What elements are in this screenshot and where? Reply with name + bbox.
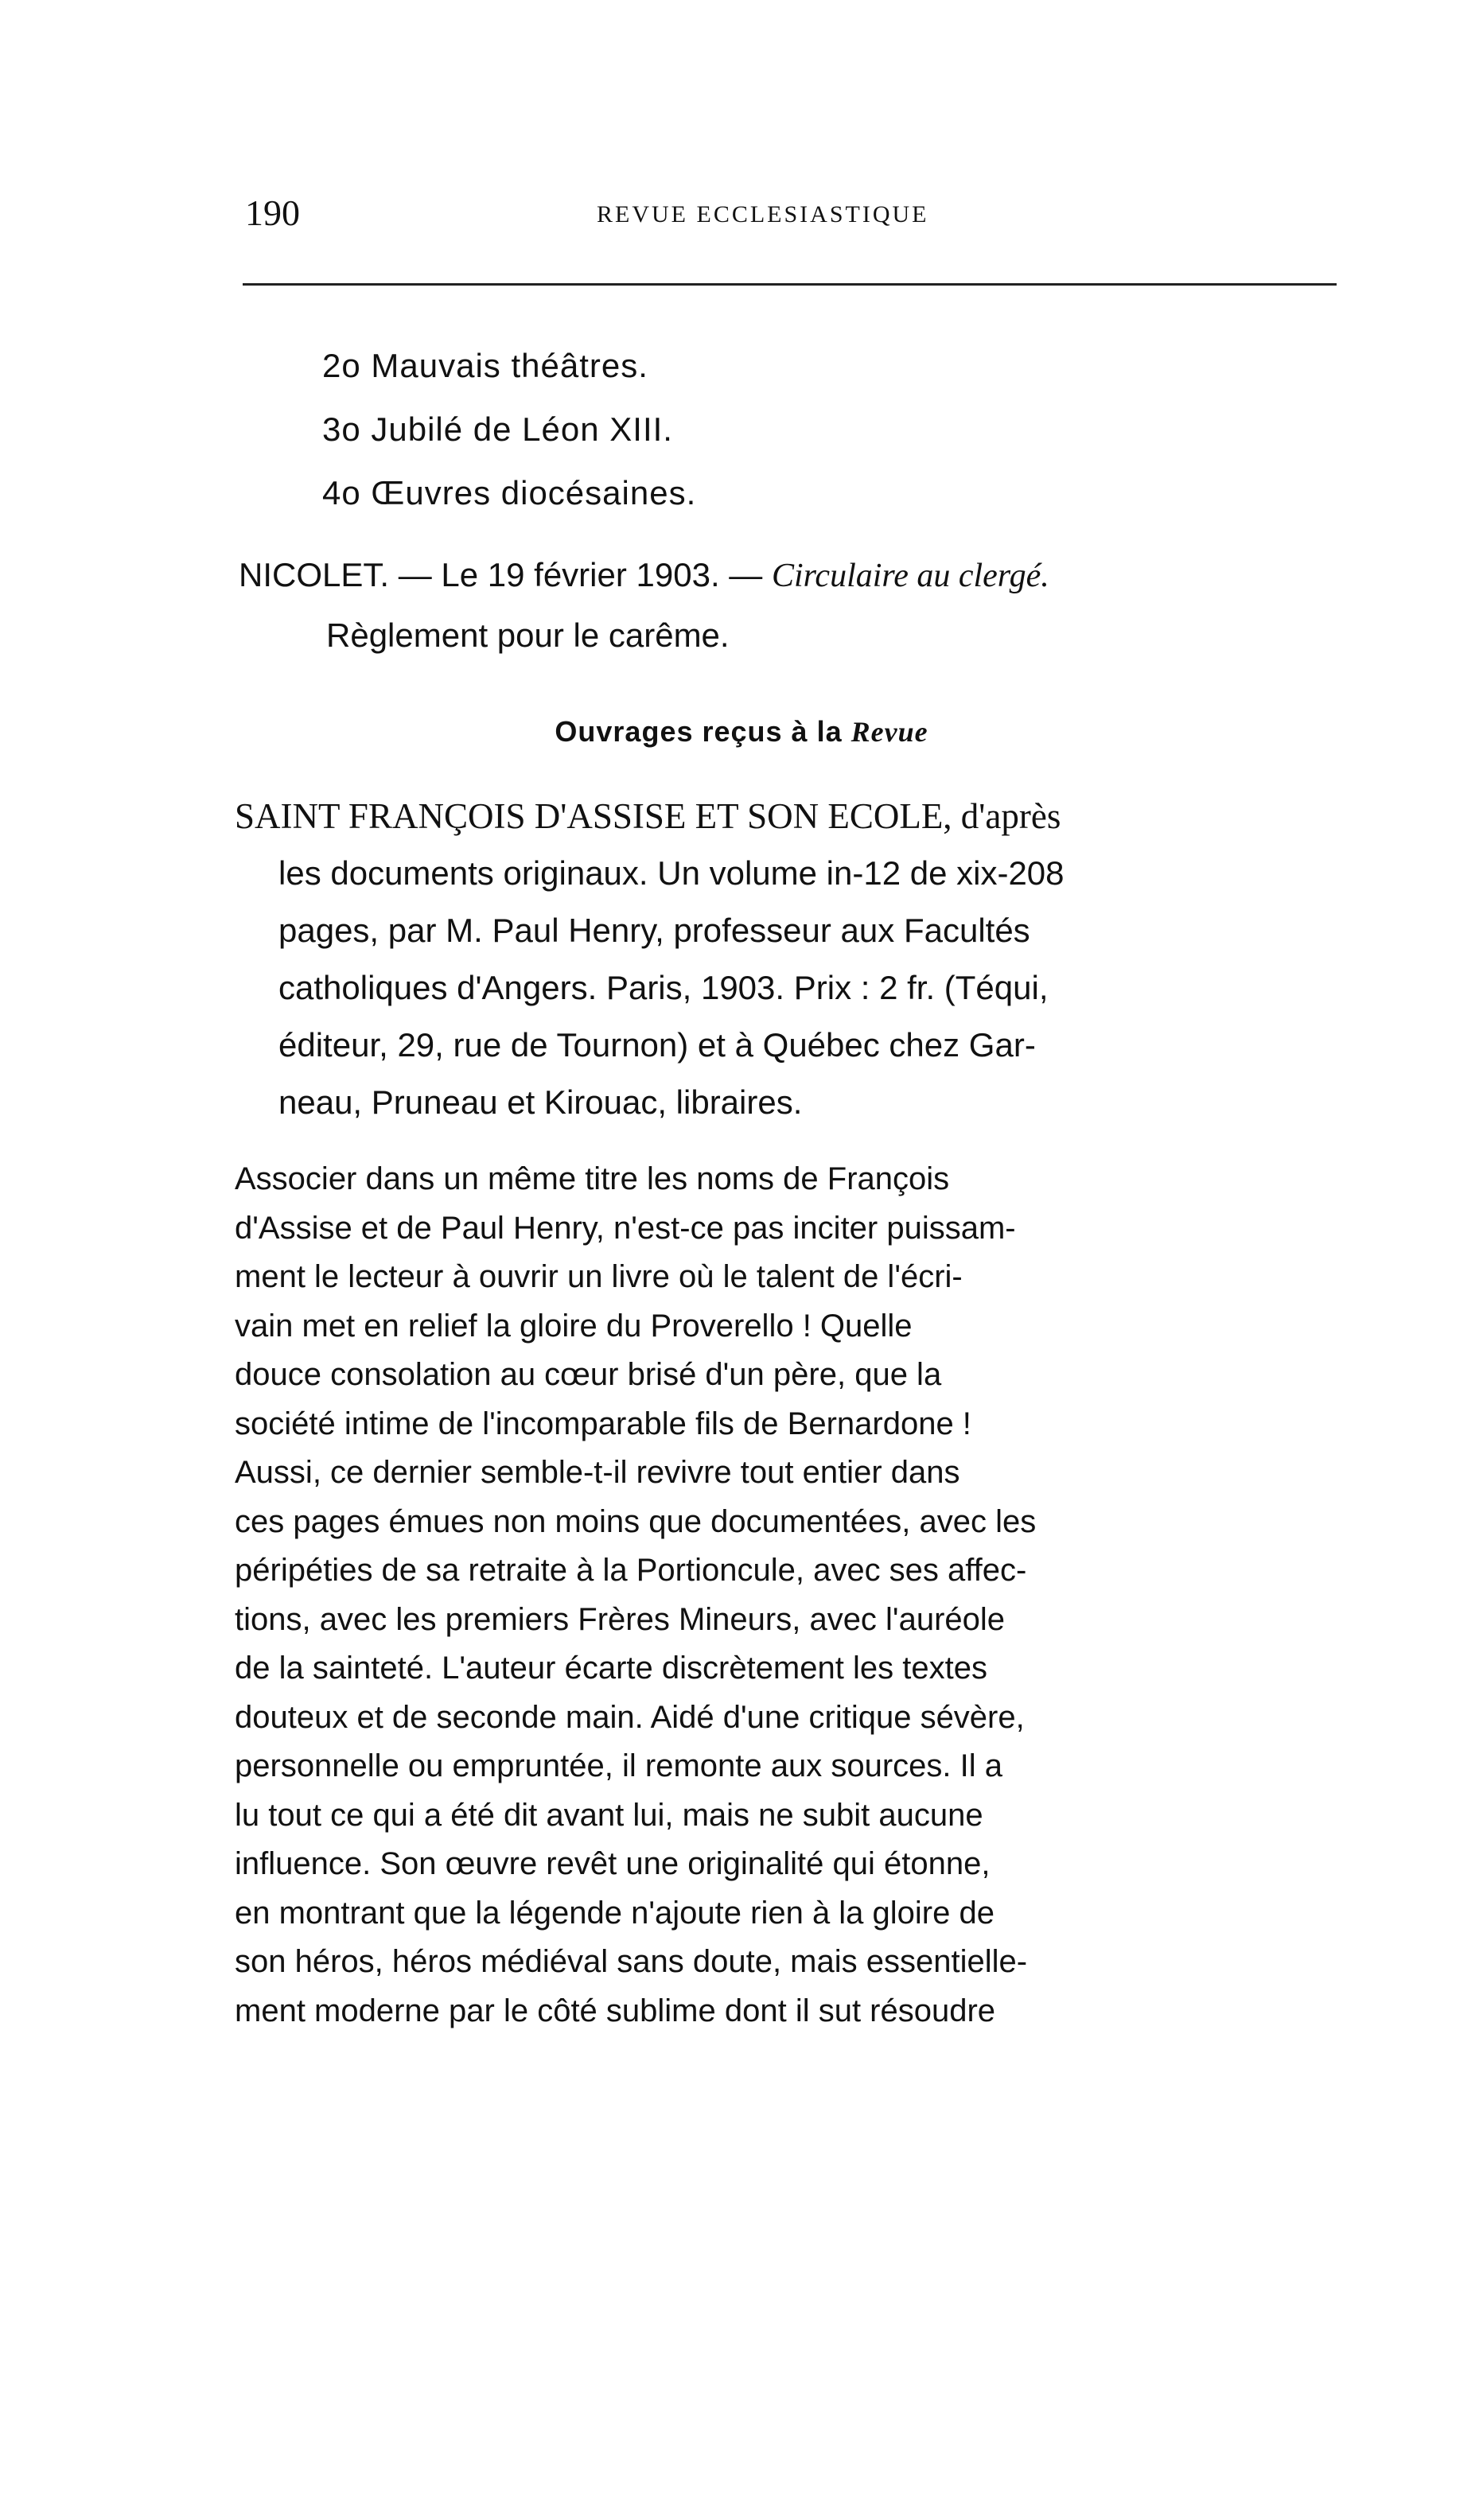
list-item: 4o Œuvres diocésaines. xyxy=(322,474,697,511)
header-rule xyxy=(243,283,1337,286)
review-line: Associer dans un même titre les noms de François xyxy=(235,1161,950,1196)
book-entry-line: éditeur, 29, rue de Tournon) et à Québec chez Gar- xyxy=(278,1026,1036,1064)
page-number: 190 xyxy=(245,192,300,233)
review-line: douteux et de seconde main. Aidé d'une critique sévère, xyxy=(235,1699,1025,1735)
entry-line xyxy=(239,545,1353,605)
book-entry-line: SAINT FRANÇOIS D'ASSISE ET SON ECOLE, d'après xyxy=(235,796,1061,836)
running-head xyxy=(231,189,1337,237)
pastoral-topics-list xyxy=(322,334,1277,525)
book-entry-line: pages, par M. Paul Henry, professeur aux Facultés xyxy=(278,912,1030,949)
review-line: société intime de l'incomparable fils de Bernardone ! xyxy=(235,1406,971,1441)
review-line: personnelle ou empruntée, il remonte aux sources. Il a xyxy=(235,1748,1002,1783)
section-heading xyxy=(0,708,1483,756)
review-line: douce consolation au cœur brisé d'un père, que la xyxy=(235,1357,942,1392)
review-line: péripéties de sa retraite à la Portioncule, avec ses affec- xyxy=(235,1553,1027,1588)
review-line: de la sainteté. L'auteur écarte discrètement les textes xyxy=(235,1651,987,1686)
review-line: ces pages émues non moins que documentées, avec les xyxy=(235,1503,1037,1539)
review-line: vain met en relief la gloire du Proverello ! Quelle xyxy=(235,1308,913,1344)
list-item: 3o Jubilé de Léon XIII. xyxy=(322,410,673,448)
entry-subject: Règlement pour le carême. xyxy=(326,616,730,654)
book-entry-line: les documents originaux. Un volume in-12 de xix-208 xyxy=(278,854,1065,892)
entry-document-title: Circulaire au clergé. xyxy=(771,558,1049,594)
entry-dateline: NICOLET. — Le 19 février 1903. — xyxy=(239,556,772,593)
review-line: Aussi, ce dernier semble-t-il revivre tout entier dans xyxy=(235,1455,960,1490)
review-line: influence. Son œuvre revêt une originalité qui étonne, xyxy=(235,1846,991,1881)
section-heading-italic: Revue xyxy=(850,716,928,748)
review-line: son héros, héros médiéval sans doute, mais essentielle- xyxy=(235,1944,1028,1979)
section-heading-text: Ouvrages reçus à la xyxy=(555,715,851,748)
nicolet-entry xyxy=(239,545,1353,666)
book-entry-line: catholiques d'Angers. Paris, 1903. Prix : 2 fr. (Téqui, xyxy=(278,969,1049,1006)
review-paragraph xyxy=(235,1155,1349,2036)
review-line: ment moderne par le côté sublime dont il sut résoudre xyxy=(235,1993,996,2028)
review-line: en montrant que la légende n'ajoute rien à la gloire de xyxy=(235,1895,995,1931)
review-line: d'Assise et de Paul Henry, n'est-ce pas inciter puissam- xyxy=(235,1210,1016,1246)
book-entry xyxy=(235,788,1349,1131)
review-line: ment le lecteur à ouvrir un livre où le talent de l'écri- xyxy=(235,1259,963,1294)
list-item: 2o Mauvais théâtres. xyxy=(322,347,648,384)
review-line: lu tout ce qui a été dit avant lui, mais ne subit aucune xyxy=(235,1797,983,1833)
book-entry-line: neau, Pruneau et Kirouac, libraires. xyxy=(278,1083,803,1121)
journal-title: REVUE ECCLESIASTIQUE xyxy=(597,201,929,228)
review-line: tions, avec les premiers Frères Mineurs, avec l'auréole xyxy=(235,1601,1006,1637)
